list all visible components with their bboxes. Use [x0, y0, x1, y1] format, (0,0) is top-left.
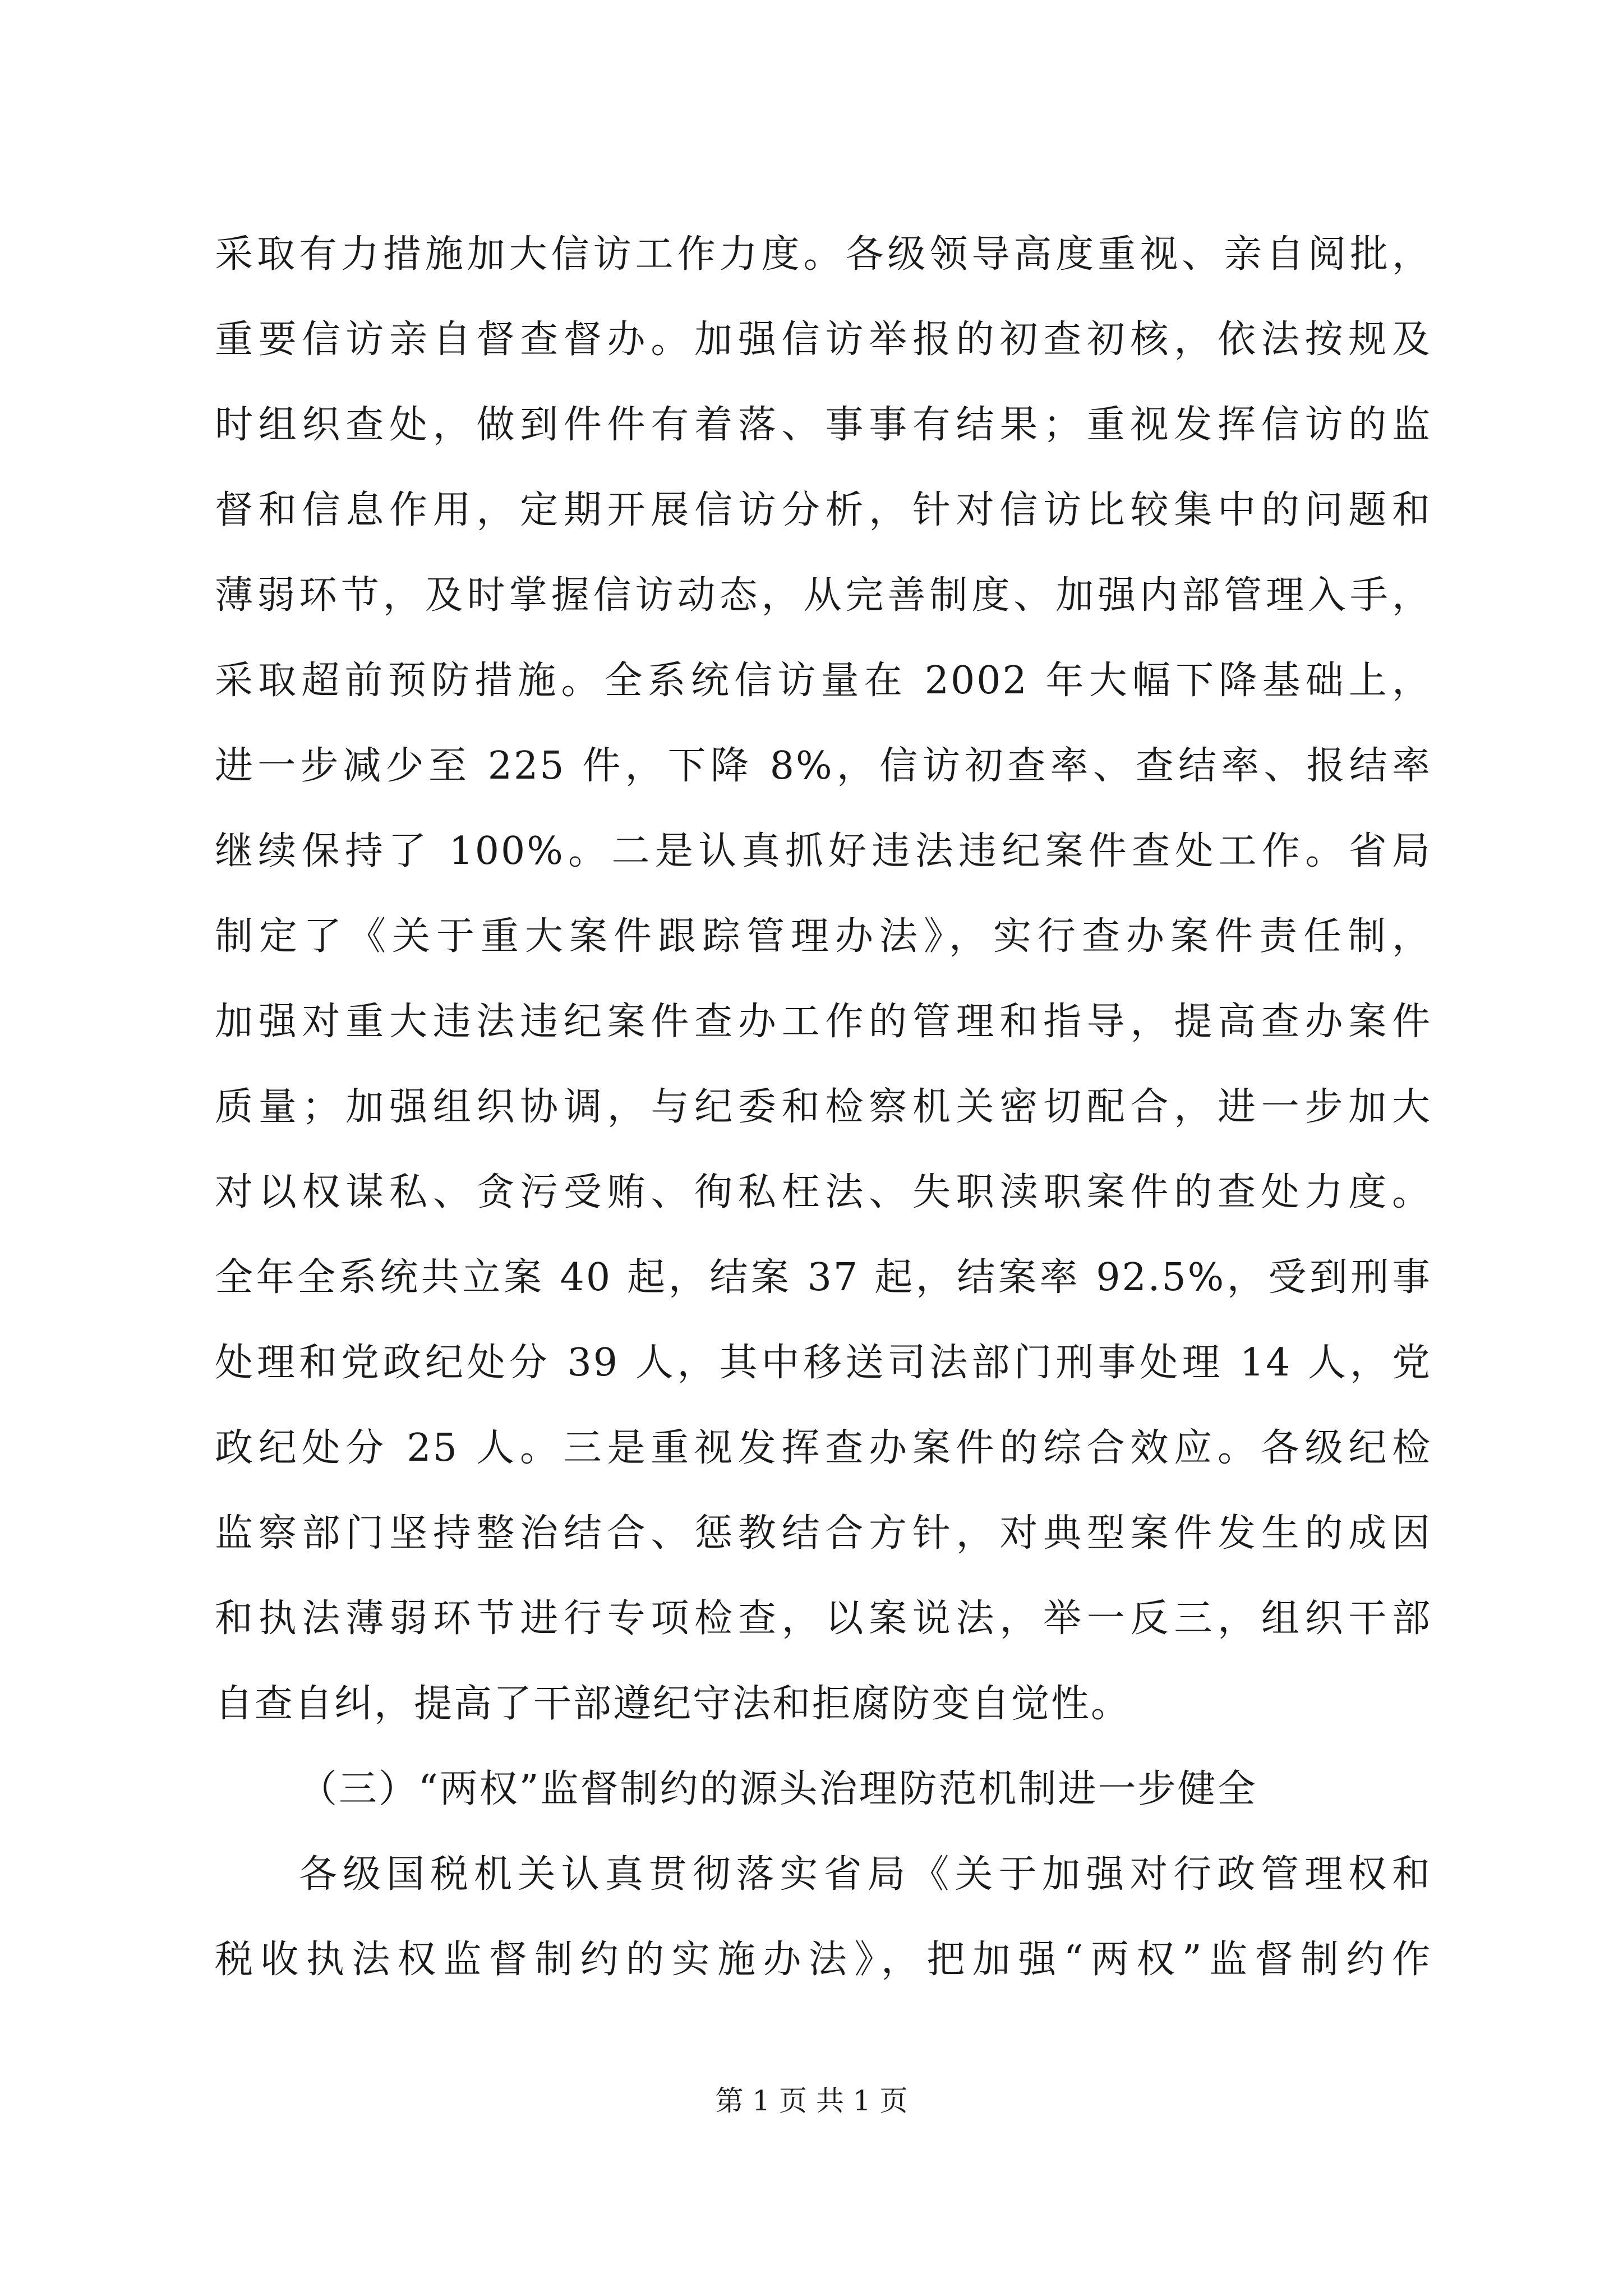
body-text-line: 监察部门坚持整治结合、惩教结合方针，对典型案件发生的成因: [215, 1511, 1432, 1556]
body-text-line: 政纪处分 25 人。三是重视发挥查办案件的综合效应。各级纪检: [215, 1426, 1432, 1470]
page-number-footer: 第 1 页 共 1 页: [715, 2085, 908, 2117]
body-text-line: 税收执法权监督制约的实施办法》，把加强“两权”监督制约作: [215, 1938, 1432, 1982]
body-text-line: 自查自纠，提高了干部遵纪守法和拒腐防变自觉性。: [215, 1682, 1131, 1726]
body-text-line: 加强对重大违法违纪案件查办工作的管理和指导，提高查办案件: [215, 1000, 1432, 1044]
body-text-line: 继续保持了 100%。二是认真抓好违法违纪案件查处工作。省局: [215, 829, 1432, 873]
body-text-line: 督和信息作用，定期开展信访分析，针对信访比较集中的问题和: [215, 488, 1432, 532]
body-text-line: 制定了《关于重大案件跟踪管理办法》，实行查办案件责任制，: [215, 914, 1432, 959]
body-text-line: 重要信访亲自督查督办。加强信访举报的初查初核，依法按规及: [215, 318, 1432, 362]
body-text-line: 对以权谋私、贪污受贿、徇私枉法、失职渎职案件的查处力度。: [215, 1170, 1432, 1214]
body-text-line: 各级国税机关认真贯彻落实省局《关于加强对行政管理权和: [299, 1852, 1432, 1897]
body-text-line: 薄弱环节，及时掌握信访动态，从完善制度、加强内部管理入手，: [215, 573, 1432, 618]
body-text-line: 采取超前预防措施。全系统信访量在 2002 年大幅下降基础上，: [215, 659, 1432, 703]
body-text-line: 采取有力措施加大信访工作力度。各级领导高度重视、亲自阅批，: [215, 232, 1432, 277]
body-text-line: 全年全系统共立案 40 起，结案 37 起，结案率 92.5%，受到刑事: [215, 1255, 1432, 1300]
body-text-line: 进一步减少至 225 件，下降 8%，信访初查率、查结率、报结率: [215, 744, 1432, 788]
body-text-line: 处理和党政纪处分 39 人，其中移送司法部门刑事处理 14 人，党: [215, 1341, 1432, 1385]
body-text-line: 和执法薄弱环节进行专项检查，以案说法，举一反三，组织干部: [215, 1596, 1432, 1641]
body-text-line: 时组织查处，做到件件有着落、事事有结果；重视发挥信访的监: [215, 403, 1432, 447]
section-heading: （三）“两权”监督制约的源头治理防范机制进一步健全: [299, 1767, 1257, 1811]
body-text-line: 质量；加强组织协调，与纪委和检察机关密切配合，进一步加大: [215, 1085, 1432, 1129]
